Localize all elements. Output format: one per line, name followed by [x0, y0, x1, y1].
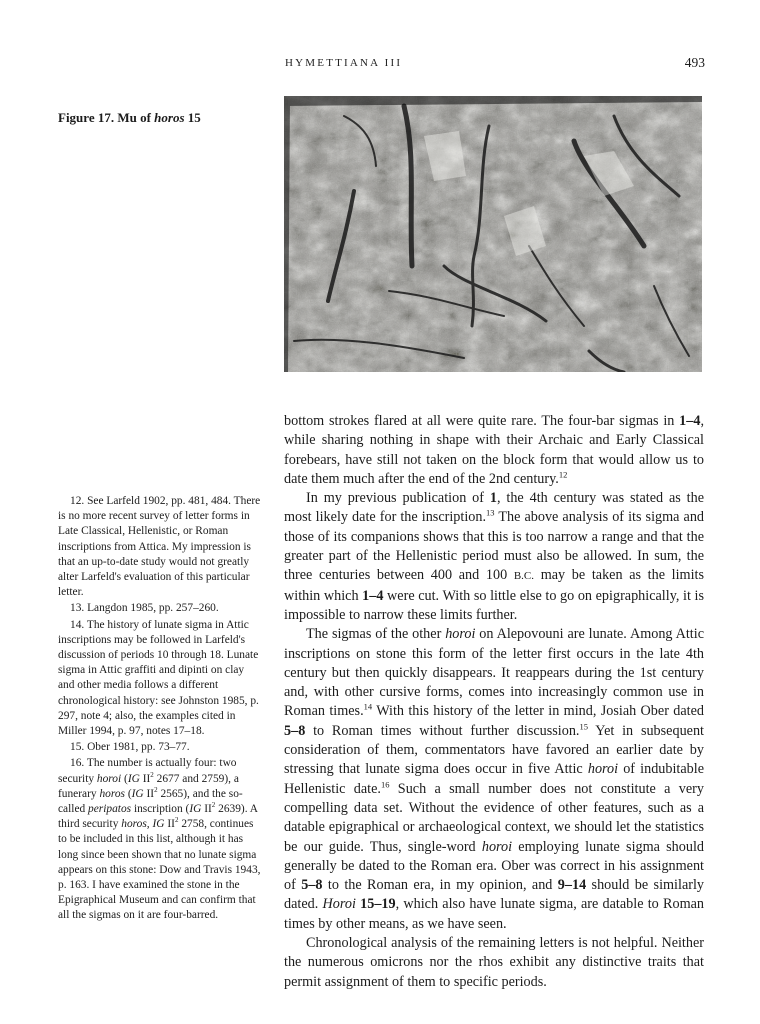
text-run: of indubitable Hellenistic date. [284, 761, 704, 797]
footnote-14: 14. The history of lunate sigma in Attic inscriptions may be followed in Larfeld's discussion of periods 10 through 18. Lunate sigma in Attic graffiti and dipinti on clay and other media follows a different chronological history: see Johnston 1985, p. 297, note 4; also, the examples cited in Miller 1994, p. 97, notes 17–18. [58, 618, 259, 738]
text-run: employing lunate sigma should generally be dated to the Roman era. Ober was correct in his assignment of [284, 838, 704, 894]
fn16-italic: peripatos [88, 803, 132, 816]
italic-term: horoi [587, 761, 619, 778]
figure-caption-label: Figure 17. Mu of [58, 110, 155, 125]
paragraph-4: Chronological analysis of the remaining letters is not helpful. Neither the numerous omicrons nor the rhos exhibit any distinctive traits that permit assignment of them to specific periods. [284, 935, 704, 990]
fn16-text: II [143, 787, 155, 800]
figure-caption-italic: horos [154, 110, 185, 125]
fn16-text: 2677 and 2759), a funerary [58, 772, 239, 800]
fn16-sup: 2 [174, 816, 179, 825]
text-run: , while sharing nothing in shape with their Archaic and Early Classical forebears, have still not taken on the block form that would allow us to date them much after the end of the 2nd century. [284, 413, 704, 487]
footnote-15: 15. Ober 1981, pp. 73–77. [70, 741, 190, 754]
era-abbrev: B.C. [513, 570, 535, 583]
fn16-text: 2758, continues to be included in this list, although it has long since been shown that no lunate sigma appears on this stone: Dow and Travis 1943, p. 163. I have examined the stone in the Epigraphical Museum and can confirm that all the sigmas on it are four-barred. [58, 818, 261, 922]
fn16-text: 16. The number is actually four: two security [58, 757, 237, 785]
footnote-ref-15[interactable]: 15 [579, 721, 588, 732]
text-run: The sigmas of the other [306, 626, 446, 643]
figure-caption-end: 15 [184, 110, 201, 125]
figure-caption [58, 110, 201, 126]
text-run: , which also have lunate sigma, are datable to Roman times by other means, as we have seen. [284, 896, 704, 932]
paragraph-1 [284, 412, 704, 489]
italic-term: Horoi [322, 896, 356, 913]
italic-term: horoi [445, 626, 476, 643]
catalog-ref: 15–19 [360, 896, 396, 913]
fn16-italic: horos, IG [121, 818, 165, 831]
text-run: Yet in subsequent consideration of them, commentators have favored an earlier date by stressing that lunate sigma does occur in five Attic [284, 722, 704, 778]
footnote-ref-14[interactable]: 14 [363, 701, 373, 712]
text-run: Such a small number does not constitute a very compelling data set. Without the evidence of other features, such as a datable epigraphical or archaeological context, we should let the statistics be our guide. Thus, single-word [284, 780, 704, 855]
text-run: bottom strokes flared at all were quite rare. The four-bar sigmas in [284, 413, 680, 429]
footnote-ref-16[interactable]: 16 [380, 778, 390, 789]
paragraph-2 [284, 489, 704, 625]
fn16-italic: horos [99, 787, 125, 800]
stone-inscription-photo [284, 96, 702, 372]
fn16-italic: IG [189, 803, 202, 816]
footnote-ref-12[interactable]: 12 [558, 469, 568, 480]
page-number: 493 [684, 55, 705, 70]
text-run: on Alepovouni are lunate. Among Attic inscriptions on stone this form of the letter first occurs in the late 4th century but then quickly disappears. It reappears during the 1st century and, with other cursive forms, comes into increasingly common use in Roman times. [284, 626, 704, 720]
catalog-ref: 1 [489, 490, 497, 507]
paragraph-3 [284, 625, 704, 934]
catalog-ref: 5–8 [301, 877, 323, 894]
text-run: With this history of the letter in mind, Josiah Ober dated [372, 703, 704, 720]
text-run: to Roman times without further discussion. [305, 722, 580, 739]
fn16-italic: IG [127, 772, 140, 785]
text-run: , the 4th century was stated as the most likely date for the inscription. [284, 490, 704, 526]
catalog-ref: 9–14 [557, 877, 587, 894]
main-text [284, 412, 704, 992]
fn16-sup: 2 [211, 801, 216, 810]
fn16-sup: 2 [150, 770, 154, 779]
text-run: may be taken as the limits within which [284, 567, 704, 604]
footnote-16 [58, 756, 262, 923]
catalog-ref: 1–4 [679, 413, 701, 429]
catalog-ref: 1–4 [362, 587, 384, 604]
footnote-13: 13. Langdon 1985, pp. 257–260. [70, 602, 219, 615]
fn16-italic: horoi [96, 772, 122, 785]
fn16-text: ( [124, 787, 132, 800]
fn16-text: II [164, 818, 175, 831]
fn16-text: 2565), and the so-called [58, 787, 243, 816]
catalog-ref: 5–8 [284, 722, 306, 739]
footnotes [58, 494, 262, 925]
running-title: HYMETTIANA III [285, 57, 403, 69]
text-run: were cut. With so little else to go on epigraphically, it is impossible to narrow these limits further. [284, 587, 704, 623]
fn16-text: 2639). A third security [58, 803, 258, 831]
fn16-text: inscription ( [131, 803, 190, 816]
fn16-text: II [201, 803, 212, 816]
italic-term: horoi [481, 838, 513, 855]
text-run: The above analysis of its sigma and those of its companions shows that this is too narrow a range and that the greater part of the Hellenistic period must also be allowed. In sum, the three centuries between 400 and 100 [284, 509, 705, 584]
fn16-text: II [139, 772, 151, 785]
fn16-sup: 2 [154, 786, 158, 795]
fn16-italic: IG [131, 787, 144, 800]
fn16-text: ( [121, 772, 128, 785]
text-run: to the Roman era, in my opinion, and [322, 877, 558, 894]
text-run: should be similarly dated. [284, 877, 704, 913]
text-run: In my previous publication of [306, 490, 490, 507]
footnote-ref-13[interactable]: 13 [486, 507, 495, 518]
footnote-12: 12. See Larfeld 1902, pp. 481, 484. There is no more recent survey of letter forms in Late Classical, Hellenistic, or Roman inscriptions from Attica. My impression is that an up-to-date study would not greatly alter Larfeld's evaluation of this particular letter. [58, 495, 261, 599]
